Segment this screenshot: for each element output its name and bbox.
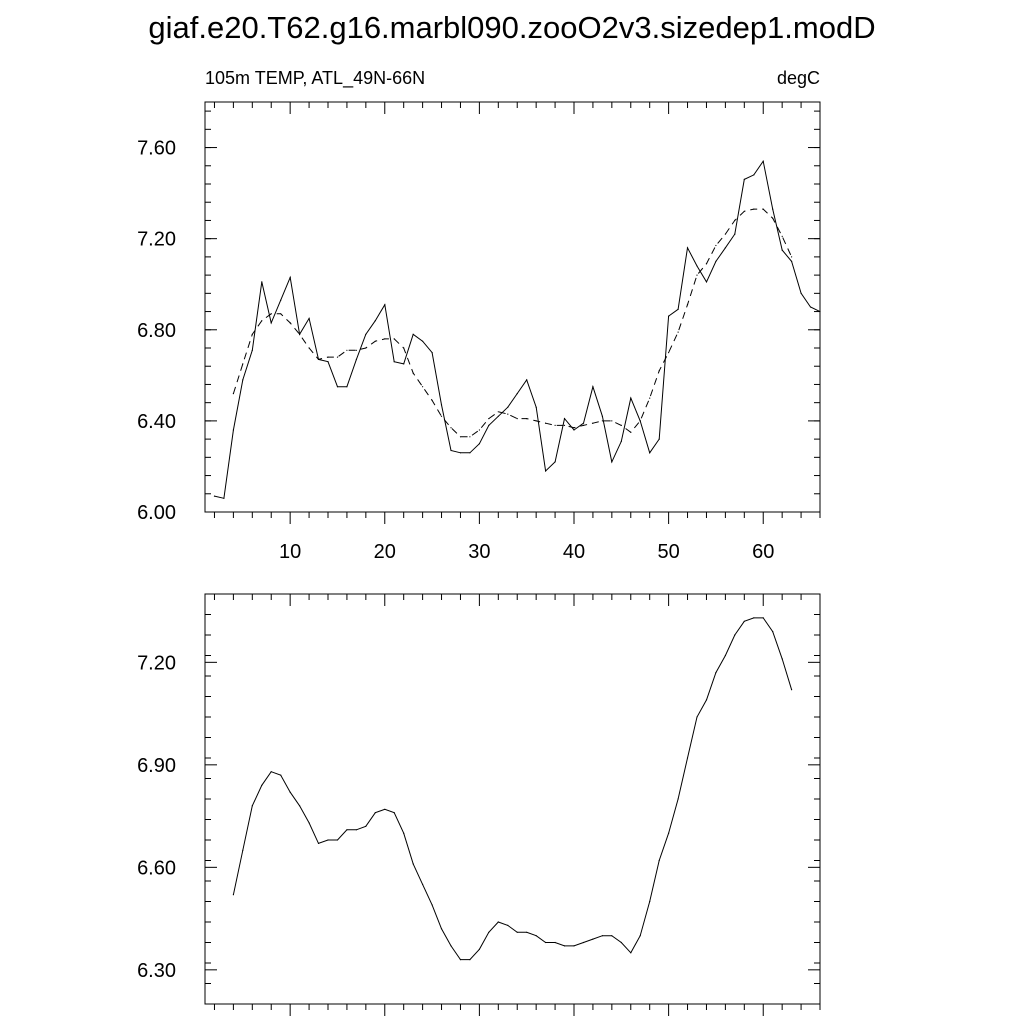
top-series-1-point (375, 341, 376, 342)
top-xtick-label: 20 (373, 541, 396, 563)
top-ytick-label: 6.00 (137, 502, 176, 524)
top-series-0-point (460, 452, 461, 453)
top-series-1-point (441, 416, 442, 417)
top-left-label: 105m TEMP, ATL_49N-66N (205, 68, 426, 88)
top-series-1-point (432, 400, 433, 401)
top-series-0-point (441, 404, 442, 405)
bottom-series-0-point (555, 942, 556, 943)
bottom-tick-marks (205, 594, 820, 1016)
top-series-1-point (327, 357, 328, 358)
bottom-series-0-point (413, 863, 414, 864)
top-ytick-label: 6.40 (137, 410, 176, 433)
bottom-ytick-label: 6.60 (137, 857, 176, 880)
top-series-0-point (801, 293, 802, 294)
top-series-1-point (507, 414, 508, 415)
bottom-series-0-point (592, 939, 593, 940)
top-series-0-point (337, 386, 338, 387)
top-series-solid-line (215, 161, 821, 498)
bottom-series-0-point (242, 850, 243, 851)
top-series-1-point (668, 352, 669, 353)
top-series-0-point (545, 470, 546, 471)
bottom-series-0-point (715, 672, 716, 673)
bottom-series-0-point (394, 812, 395, 813)
top-series-0-point (602, 416, 603, 417)
top-series-1-point (261, 320, 262, 321)
bottom-plot-frame (205, 594, 820, 1004)
top-series-1-point (753, 209, 754, 210)
top-series-1-point (526, 418, 527, 419)
top-series-1-point (649, 398, 650, 399)
bottom-series-0-point (687, 757, 688, 758)
top-series-1-point (545, 423, 546, 424)
top-series-1-point (318, 359, 319, 360)
top-xtick-label: 40 (562, 541, 586, 563)
top-series-0-point (517, 393, 518, 394)
top-series-0-point (327, 361, 328, 362)
top-series-1-point (517, 418, 518, 419)
top-series-0-point (422, 341, 423, 342)
top-ytick-label: 7.60 (137, 137, 176, 160)
top-series-1-point (687, 304, 688, 305)
bottom-series-0-point (290, 792, 291, 793)
top-series-0-point (450, 450, 451, 451)
top-series-0-point (375, 320, 376, 321)
bottom-series-0-point (696, 716, 697, 717)
bottom-series-0-point (337, 839, 338, 840)
bottom-series-group (233, 617, 792, 960)
bottom-series-0-point (630, 952, 631, 953)
top-series-1-point (555, 425, 556, 426)
top-series-0-point (242, 379, 243, 380)
bottom-series-solid-line (233, 618, 791, 960)
bottom-ytick-label: 6.90 (137, 754, 176, 777)
top-series-0-point (280, 300, 281, 301)
bottom-series-0-point (772, 631, 773, 632)
top-series-0-point (214, 496, 215, 497)
bottom-series-0-point (346, 829, 347, 830)
bottom-series-0-point (791, 689, 792, 690)
top-ytick-label: 6.80 (137, 319, 176, 342)
top-series-1-point (280, 313, 281, 314)
top-series-1-point (564, 425, 565, 426)
bottom-series-0-point (261, 785, 262, 786)
top-series-0-point (536, 407, 537, 408)
top-series-1-point (611, 420, 612, 421)
top-series-0-point (659, 439, 660, 440)
bottom-series-0-point (621, 942, 622, 943)
bottom-series-0-point (602, 935, 603, 936)
bottom-series-0-point (488, 932, 489, 933)
top-series-0-point (555, 461, 556, 462)
top-series-1-point (725, 234, 726, 235)
bottom-series-0-point (659, 860, 660, 861)
top-series-1-point (706, 263, 707, 264)
top-series-0-point (498, 416, 499, 417)
top-series-0-point (621, 441, 622, 442)
top-series-0-point (356, 359, 357, 360)
bottom-series-0-point (611, 935, 612, 936)
top-series-0-point (744, 179, 745, 180)
top-series-1-point (233, 393, 234, 394)
top-series-1-point (602, 420, 603, 421)
top-series-0-point (290, 277, 291, 278)
top-series-1-point (734, 220, 735, 221)
top-series-1-point (791, 256, 792, 257)
top-series-0-point (630, 398, 631, 399)
top-series-1-point (715, 245, 716, 246)
top-series-1-point (337, 357, 338, 358)
bottom-series-0-point (640, 935, 641, 936)
top-series-0-point (819, 311, 820, 312)
top-series-0-point (782, 250, 783, 251)
top-series-1-point (488, 418, 489, 419)
bottom-series-0-point (469, 959, 470, 960)
top-series-0-point (233, 429, 234, 430)
bottom-series-0-point (318, 843, 319, 844)
bottom-series-0-point (668, 833, 669, 834)
bottom-series-0-point (498, 921, 499, 922)
top-series-0-point (403, 363, 404, 364)
top-series-0-point (252, 350, 253, 351)
top-series-0-point (583, 423, 584, 424)
top-series-1-point (763, 209, 764, 210)
top-series-0-point (488, 425, 489, 426)
top-series-0-point (413, 334, 414, 335)
top-series-1-point (384, 338, 385, 339)
bottom-y-tick-labels (137, 652, 176, 982)
top-series-0-point (309, 318, 310, 319)
top-series-0-point (725, 247, 726, 248)
top-series-1-point (659, 370, 660, 371)
bottom-series-0-point (706, 699, 707, 700)
top-series-1-point (678, 332, 679, 333)
bottom-series-0-point (536, 935, 537, 936)
top-xtick-label: 50 (657, 541, 680, 563)
bottom-series-0-point (753, 617, 754, 618)
top-series-0-point (469, 452, 470, 453)
top-series-1-point (356, 350, 357, 351)
top-series-0-point (668, 316, 669, 317)
top-units-label: degC (776, 68, 820, 88)
top-series-group (214, 161, 821, 499)
top-series-1-point (413, 373, 414, 374)
top-series-0-point (772, 209, 773, 210)
bottom-series-0-point (479, 949, 480, 950)
top-ytick-label: 7.20 (137, 228, 176, 251)
top-series-1-point (422, 386, 423, 387)
top-series-1-point (573, 427, 574, 428)
bottom-series-0-point (649, 901, 650, 902)
top-series-0-point (261, 281, 262, 282)
top-series-0-point (791, 261, 792, 262)
bottom-series-0-point (309, 822, 310, 823)
top-series-0-point (573, 429, 574, 430)
top-series-1-point (583, 425, 584, 426)
top-series-1-point (450, 427, 451, 428)
bottom-series-0-point (564, 945, 565, 946)
top-xtick-label: 60 (752, 541, 775, 563)
top-series-0-point (678, 309, 679, 310)
bottom-series-0-point (526, 932, 527, 933)
bottom-series-0-point (271, 771, 272, 772)
top-series-1-point (299, 334, 300, 335)
top-series-dashed-line (233, 209, 791, 437)
bottom-ytick-label: 6.30 (137, 959, 176, 982)
top-series-1-point (365, 347, 366, 348)
top-xtick-label: 30 (468, 541, 491, 563)
top-series-1-point (290, 322, 291, 323)
chart-title: giaf.e20.T62.g16.marbl090.zooO2v3.sizedep1.modD (148, 10, 876, 45)
top-series-1-point (592, 423, 593, 424)
top-series-0-point (271, 322, 272, 323)
top-x-tick-labels (279, 541, 774, 563)
top-series-1-point (394, 338, 395, 339)
bottom-series-0-point (280, 775, 281, 776)
top-series-1-point (630, 432, 631, 433)
bottom-series-0-point (782, 658, 783, 659)
bottom-series-0-point (744, 621, 745, 622)
top-series-1-point (782, 236, 783, 237)
top-series-1-point (252, 334, 253, 335)
top-series-0-point (715, 261, 716, 262)
top-series-1-point (242, 363, 243, 364)
top-series-1-point (346, 350, 347, 351)
top-series-0-point (611, 461, 612, 462)
top-series-0-point (592, 386, 593, 387)
bottom-series-0-point (507, 925, 508, 926)
top-series-1-point (403, 347, 404, 348)
top-series-0-point (394, 361, 395, 362)
bottom-series-0-point (517, 932, 518, 933)
top-series-0-point (432, 352, 433, 353)
bottom-series-0-point (327, 839, 328, 840)
bottom-series-0-point (299, 805, 300, 806)
top-series-0-point (507, 407, 508, 408)
top-series-0-point (763, 161, 764, 162)
bottom-series-0-point (422, 884, 423, 885)
top-y-tick-labels (137, 138, 176, 524)
top-series-1-point (460, 436, 461, 437)
top-series-1-point (621, 425, 622, 426)
bottom-series-0-point (432, 904, 433, 905)
top-series-0-point (687, 247, 688, 248)
top-series-0-point (696, 265, 697, 266)
bottom-series-0-point (356, 829, 357, 830)
top-series-0-point (223, 498, 224, 499)
bottom-series-0-point (365, 826, 366, 827)
top-plot-frame (205, 102, 820, 512)
bottom-series-0-point (384, 809, 385, 810)
top-series-1-point (536, 420, 537, 421)
top-series-0-point (479, 443, 480, 444)
top-series-0-point (346, 386, 347, 387)
top-series-1-point (744, 211, 745, 212)
bottom-series-0-point (734, 634, 735, 635)
bottom-panel (137, 594, 820, 1016)
bottom-series-0-point (573, 945, 574, 946)
top-xtick-label: 10 (279, 541, 302, 563)
bottom-series-0-point (450, 945, 451, 946)
bottom-ytick-label: 7.20 (137, 652, 176, 675)
top-series-1-point (309, 347, 310, 348)
top-series-1-point (772, 218, 773, 219)
bottom-series-0-point (583, 942, 584, 943)
top-series-0-point (734, 234, 735, 235)
bottom-series-0-point (233, 894, 234, 895)
top-series-0-point (365, 334, 366, 335)
bottom-series-0-point (545, 942, 546, 943)
top-series-0-point (706, 281, 707, 282)
bottom-series-0-point (763, 617, 764, 618)
bottom-series-0-point (441, 928, 442, 929)
bottom-series-0-point (375, 812, 376, 813)
top-series-0-point (649, 452, 650, 453)
top-series-0-point (564, 418, 565, 419)
bottom-series-0-point (460, 959, 461, 960)
top-series-1-point (479, 429, 480, 430)
top-series-1-point (271, 313, 272, 314)
bottom-series-0-point (403, 833, 404, 834)
bottom-series-0-point (725, 655, 726, 656)
top-tick-marks (205, 102, 820, 524)
bottom-series-0-point (678, 798, 679, 799)
top-series-1-point (696, 275, 697, 276)
top-panel (137, 68, 821, 563)
top-series-0-point (384, 304, 385, 305)
top-series-0-point (753, 174, 754, 175)
top-series-1-point (469, 436, 470, 437)
top-series-1-point (640, 420, 641, 421)
top-series-0-point (810, 306, 811, 307)
top-series-0-point (526, 379, 527, 380)
bottom-series-0-point (252, 805, 253, 806)
top-series-1-point (498, 411, 499, 412)
